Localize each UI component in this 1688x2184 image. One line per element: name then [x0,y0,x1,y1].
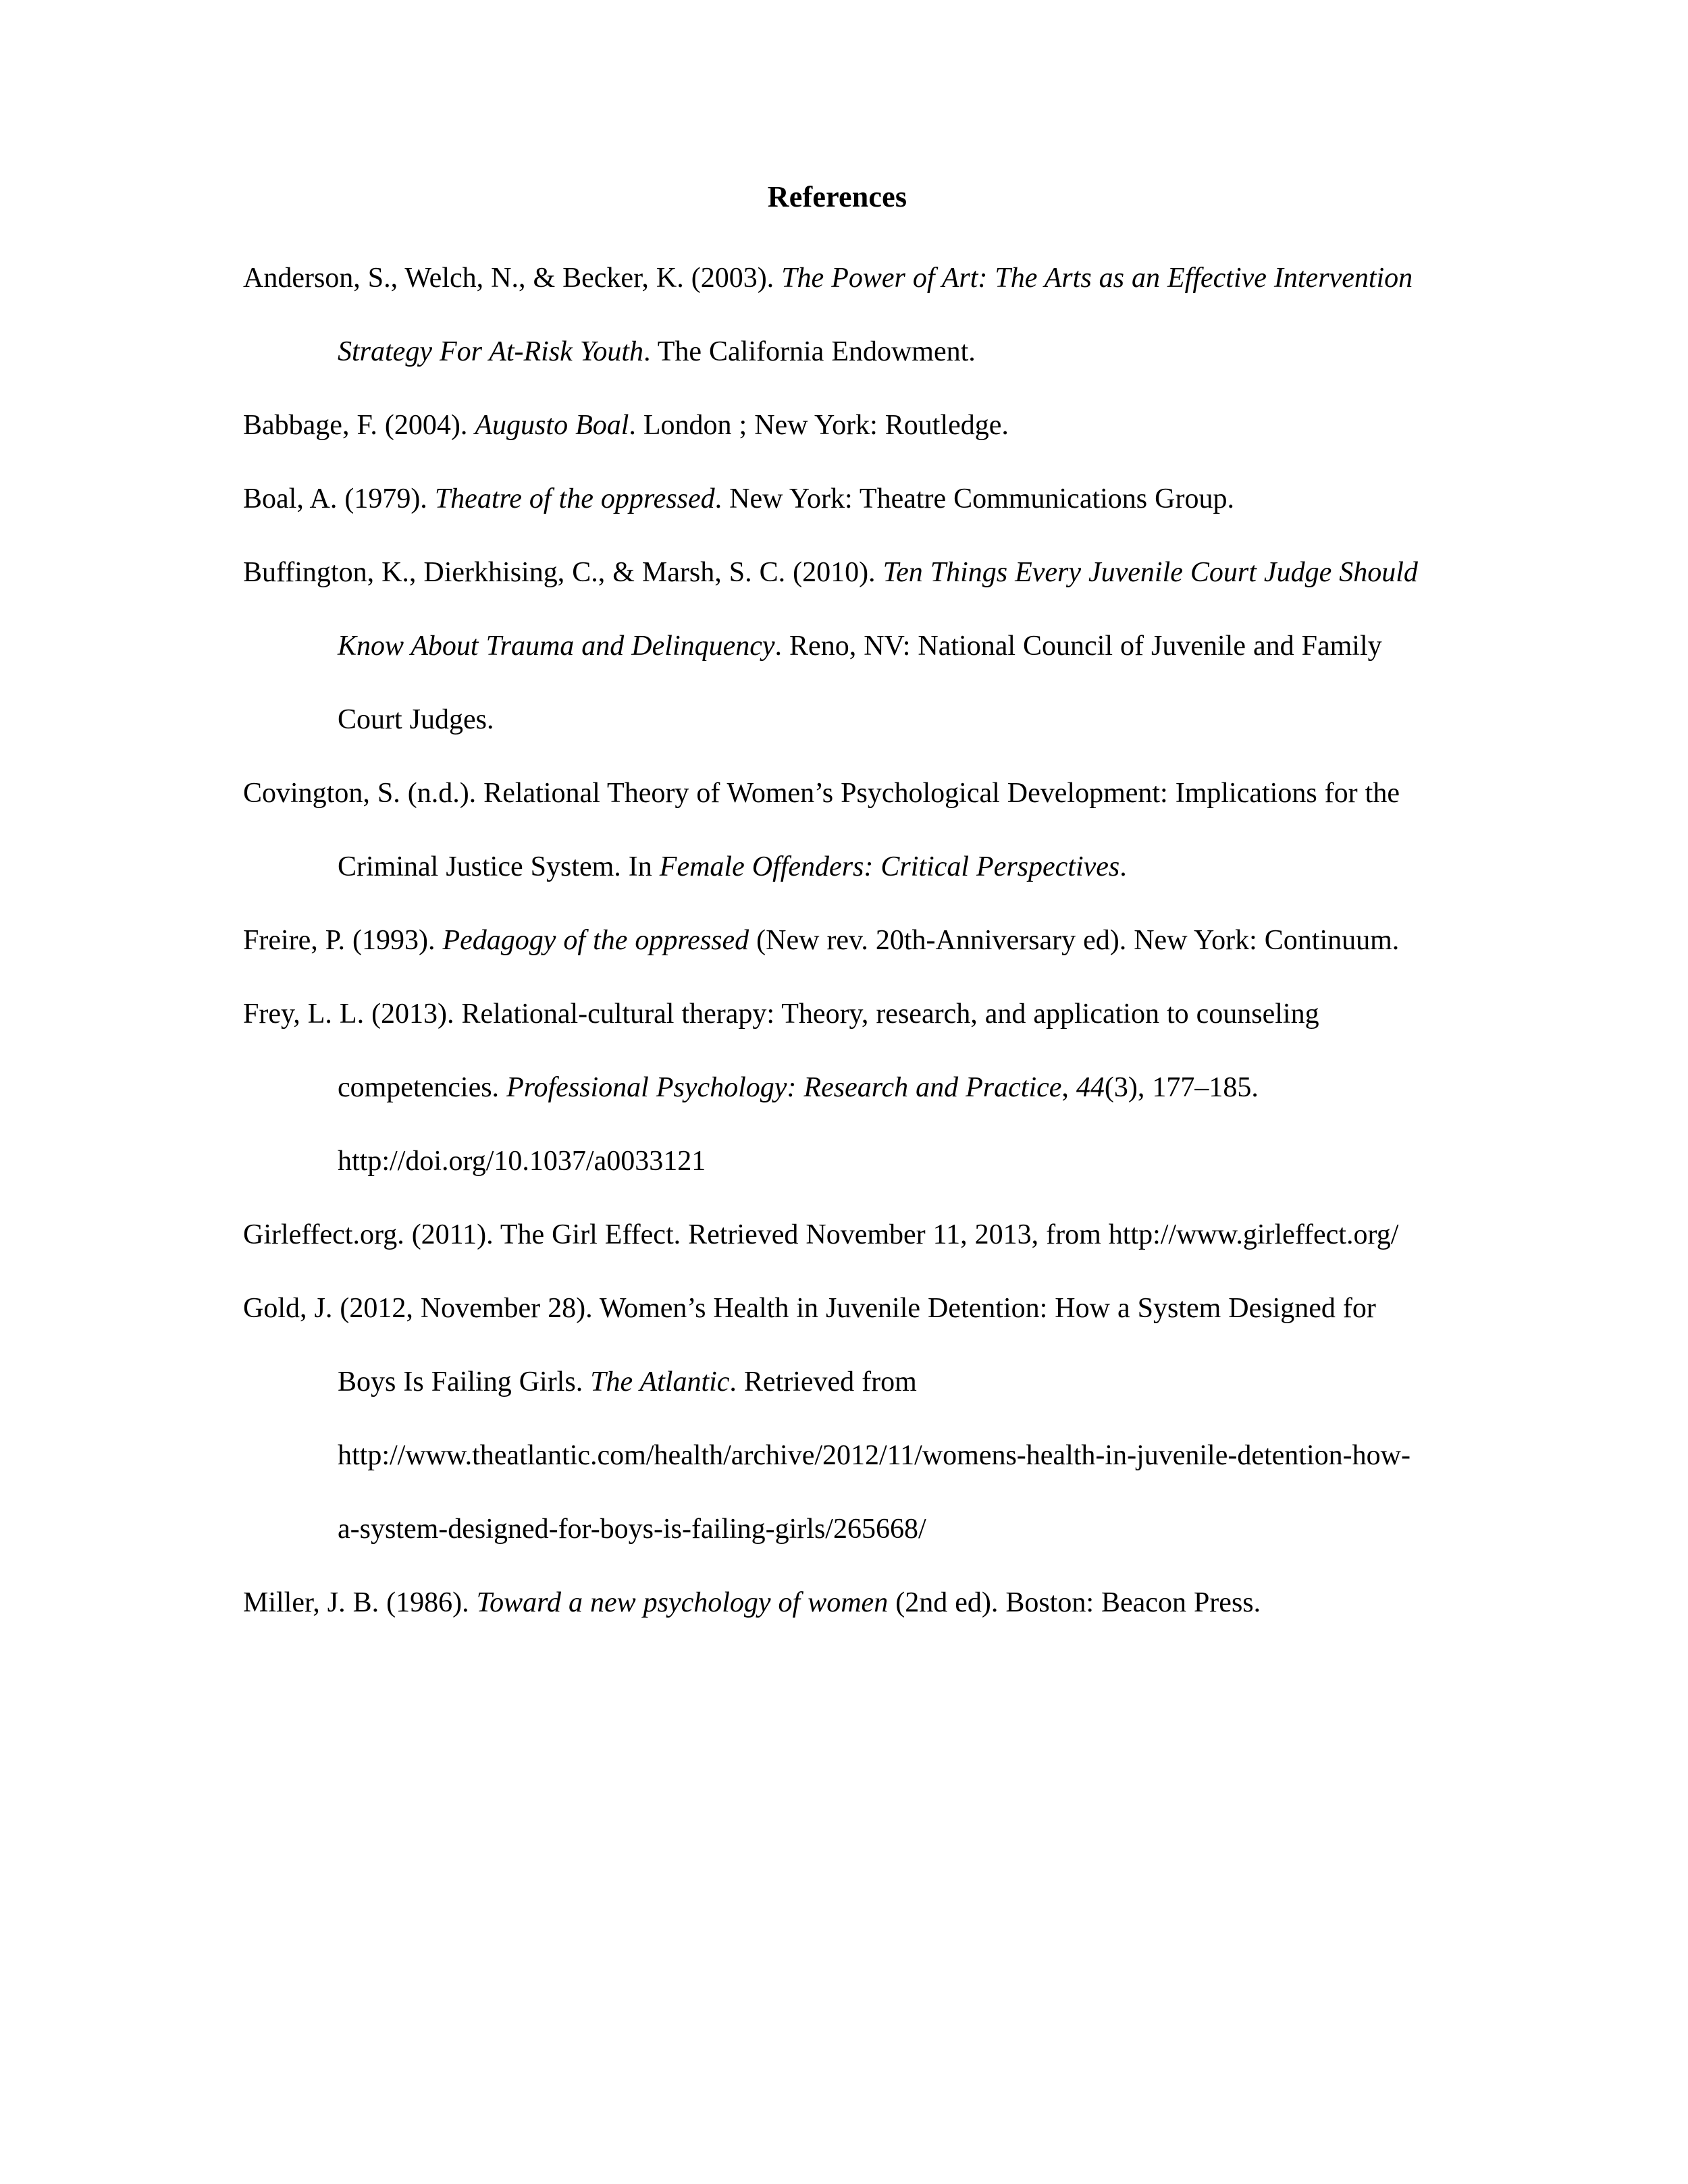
reference-entry [243,1272,1431,1566]
reference-title-italic: Pedagogy of the oppressed [442,925,749,956]
reference-text: Babbage, F. (2004). [243,410,475,441]
reference-title-italic: Theatre of the oppressed [434,483,715,514]
reference-text: , [1061,1072,1076,1103]
reference-title-italic: Toward a new psychology of women [476,1587,889,1618]
reference-text: . The California Endowment. [643,336,976,367]
reference-list [243,242,1431,1640]
reference-text: (2nd ed). Boston: Beacon Press. [888,1587,1261,1618]
reference-title-italic: 44 [1076,1072,1105,1103]
reference-entry [243,904,1431,978]
reference-text: . London ; New York: Routledge. [629,410,1009,441]
reference-text: Boal, A. (1979). [243,483,435,514]
page-title: References [767,180,907,213]
reference-title-italic: Professional Psychology: Research and Practice [506,1072,1062,1103]
reference-text: Covington, S. (n.d.). Relational Theory of Women’s Psychological Development: Implications for the Criminal Justice System. In [243,778,1400,882]
reference-entry [243,389,1431,462]
reference-text: . Retrieved from http://www.theatlantic.com/health/archive/2012/11/womens-health-in-juvenile-detention-how-a-system-designed-for-boys-is-failing-girls/265668/ [338,1366,1410,1545]
reference-text: . Reno, NV: National Council of Juvenile and Family Court Judges. [338,631,1382,735]
reference-entry [243,978,1431,1198]
reference-entry [243,1198,1431,1272]
reference-text: Gold, J. (2012, November 28). Women’s Health in Juvenile Detention: How a System Designed for Boys Is Failing Girls. [243,1293,1376,1397]
reference-text: Buffington, K., Dierkhising, C., & Marsh, S. C. (2010). [243,557,883,588]
reference-text: . New York: Theatre Communications Group. [714,483,1234,514]
reference-entry [243,757,1431,904]
reference-entry [243,462,1431,536]
reference-title-italic: Ten Things Every Juvenile Court Judge Should Know About Trauma and Delinquency [338,557,1418,662]
reference-text: Frey, L. L. (2013). Relational-cultural therapy: Theory, research, and application to counseling competencies. [243,998,1319,1103]
reference-entry [243,1566,1431,1640]
reference-text: Miller, J. B. (1986). [243,1587,477,1618]
reference-title-italic: The Power of Art: The Arts as an Effective Intervention Strategy For At-Risk Youth [338,263,1413,367]
reference-text: (3), 177–185. http://doi.org/10.1037/a0033121 [338,1072,1259,1177]
reference-title-italic: Augusto Boal [475,410,629,441]
reference-text: Anderson, S., Welch, N., & Becker, K. (2003). [243,263,782,294]
reference-text: Girleffect.org. (2011). The Girl Effect. Retrieved November 11, 2013, from http://www.girleffect.org/ [243,1219,1399,1250]
reference-text: (New rev. 20th-Anniversary ed). New York: Continuum. [749,925,1400,956]
reference-text: Freire, P. (1993). [243,925,443,956]
reference-entry [243,242,1431,389]
reference-entry [243,536,1431,757]
reference-title-italic: Female Offenders: Critical Perspectives [659,851,1120,882]
reference-text: . [1119,851,1127,882]
reference-title-italic: The Atlantic [590,1366,730,1397]
